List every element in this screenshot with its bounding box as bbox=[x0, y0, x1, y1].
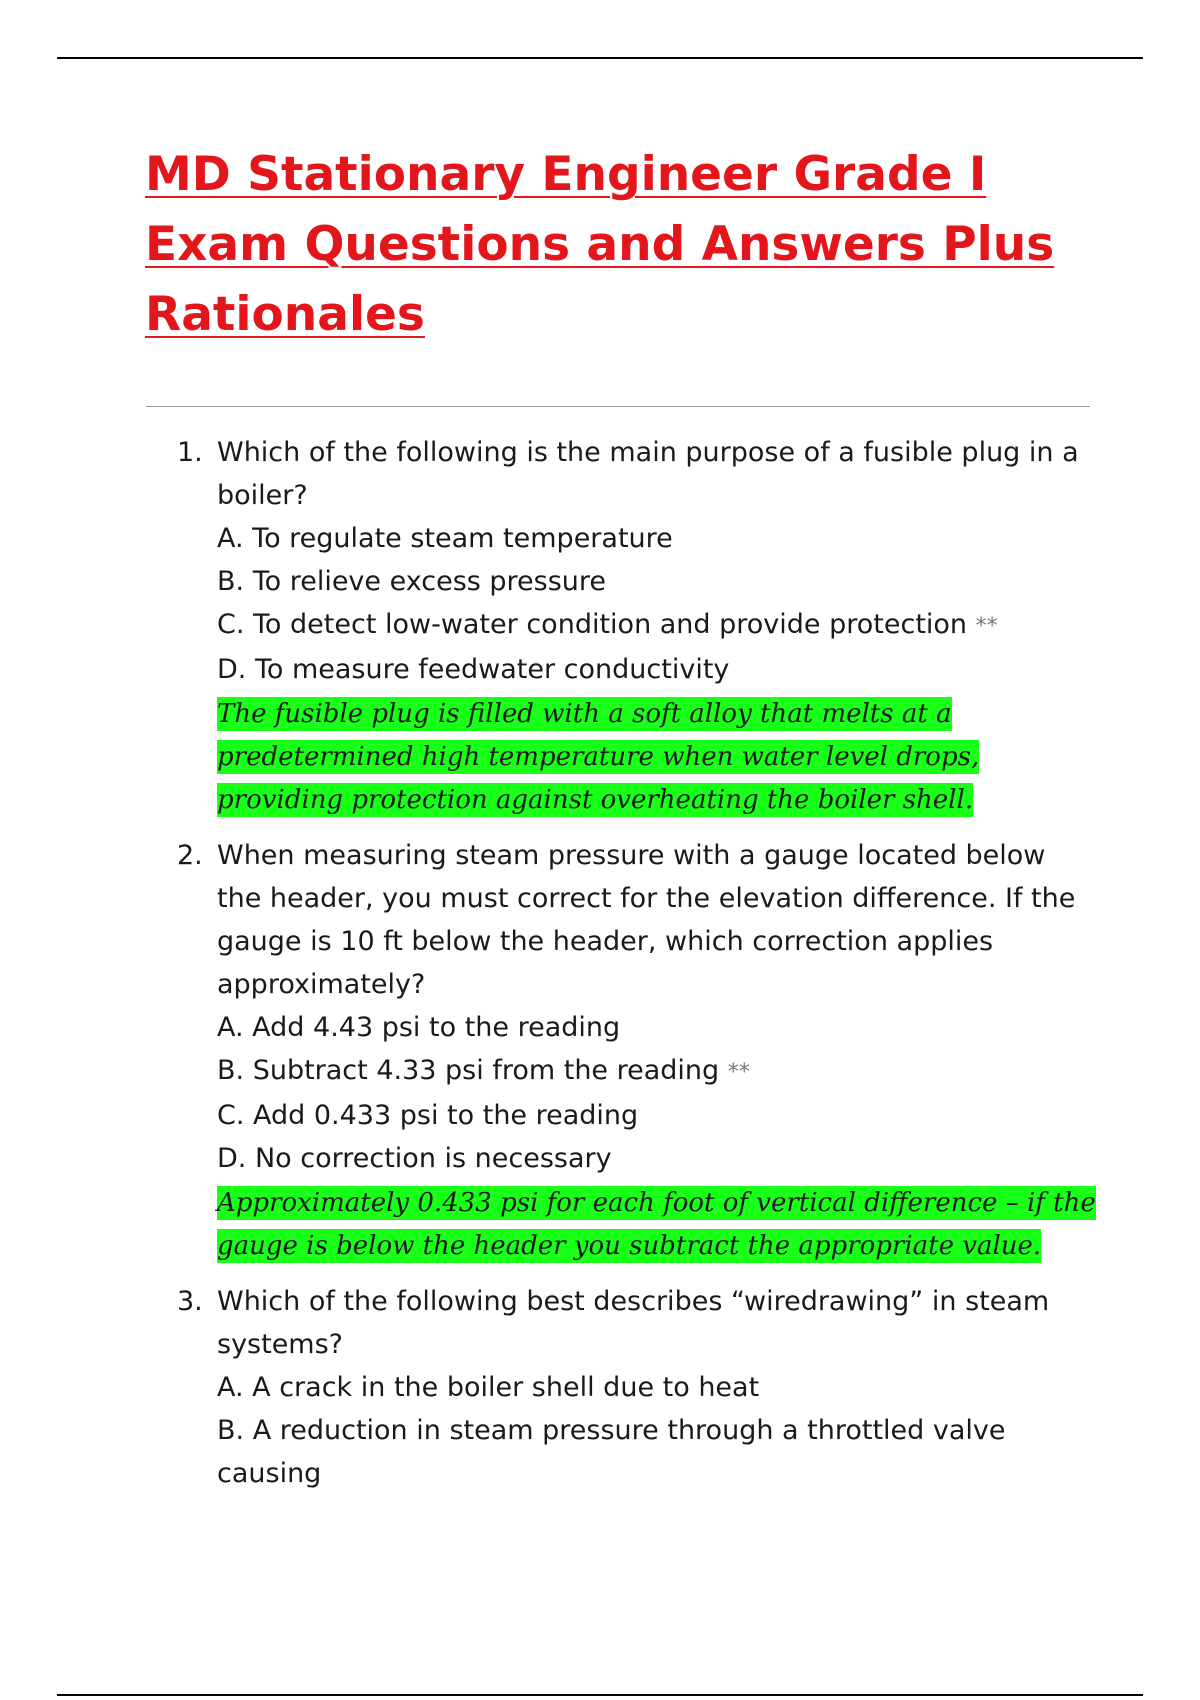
option-text: B. A reduction in steam pressure through a throttled valve causing bbox=[217, 1415, 1006, 1489]
answer-options bbox=[217, 517, 1097, 691]
document-title bbox=[145, 140, 1105, 350]
option-text: C. To detect low-water condition and provide protection bbox=[217, 609, 968, 640]
option-text: A. To regulate steam temperature bbox=[217, 523, 673, 554]
question-number: 3. bbox=[177, 1286, 203, 1317]
question-3 bbox=[177, 1280, 1097, 1495]
option-text: D. To measure feedwater conductivity bbox=[217, 654, 730, 685]
option-text: D. No correction is necessary bbox=[217, 1143, 612, 1174]
answer-option bbox=[217, 648, 1097, 691]
answer-options bbox=[217, 1006, 1097, 1180]
rationale bbox=[217, 693, 1097, 822]
title-line: MD Stationary Engineer Grade I bbox=[145, 147, 987, 202]
question-text: When measuring steam pressure with a gauge located below the header, you must correct for the elevation difference. If the gauge is 10 ft below the header, which correction applies approximately? bbox=[217, 840, 1076, 1000]
question-number: 1. bbox=[177, 437, 203, 468]
correct-answer-mark: ** bbox=[727, 1060, 750, 1085]
rationale-text: Approximately 0.433 psi for each foot of vertical difference – if the gauge is below the header you subtract the appropriate value. bbox=[217, 1188, 1096, 1261]
answer-option bbox=[217, 560, 1097, 603]
option-text: A. Add 4.43 psi to the reading bbox=[217, 1012, 621, 1043]
answer-option bbox=[217, 1137, 1097, 1180]
title-line: Rationales bbox=[145, 287, 425, 342]
option-text: B. To relieve excess pressure bbox=[217, 566, 607, 597]
question-number: 2. bbox=[177, 840, 203, 871]
page-bottom-rule bbox=[57, 1694, 1143, 1696]
answer-option-correct bbox=[217, 1049, 1097, 1094]
question-1 bbox=[177, 431, 1097, 822]
question-2 bbox=[177, 834, 1097, 1268]
option-text: C. Add 0.433 psi to the reading bbox=[217, 1100, 639, 1131]
question-text: Which of the following is the main purpose of a fusible plug in a boiler? bbox=[217, 437, 1079, 511]
answer-option bbox=[217, 1094, 1097, 1137]
correct-answer-mark: ** bbox=[975, 614, 998, 639]
question-list bbox=[177, 431, 1097, 1507]
answer-option bbox=[217, 1006, 1097, 1049]
answer-options bbox=[217, 1366, 1097, 1495]
option-text: B. Subtract 4.33 psi from the reading bbox=[217, 1055, 720, 1086]
page-top-rule bbox=[57, 57, 1143, 59]
answer-option-correct bbox=[217, 603, 1097, 648]
rationale bbox=[217, 1182, 1097, 1268]
answer-option bbox=[217, 517, 1097, 560]
answer-option bbox=[217, 1366, 1097, 1409]
answer-option bbox=[217, 1409, 1097, 1495]
option-text: A. A crack in the boiler shell due to heat bbox=[217, 1372, 760, 1403]
question-text: Which of the following best describes “wiredrawing” in steam systems? bbox=[217, 1286, 1050, 1360]
title-line: Exam Questions and Answers Plus bbox=[145, 217, 1055, 272]
title-divider bbox=[146, 406, 1090, 407]
rationale-text: The fusible plug is filled with a soft alloy that melts at a predetermined high temperature when water level drops, providing protection against overheating the boiler shell. bbox=[217, 699, 980, 815]
